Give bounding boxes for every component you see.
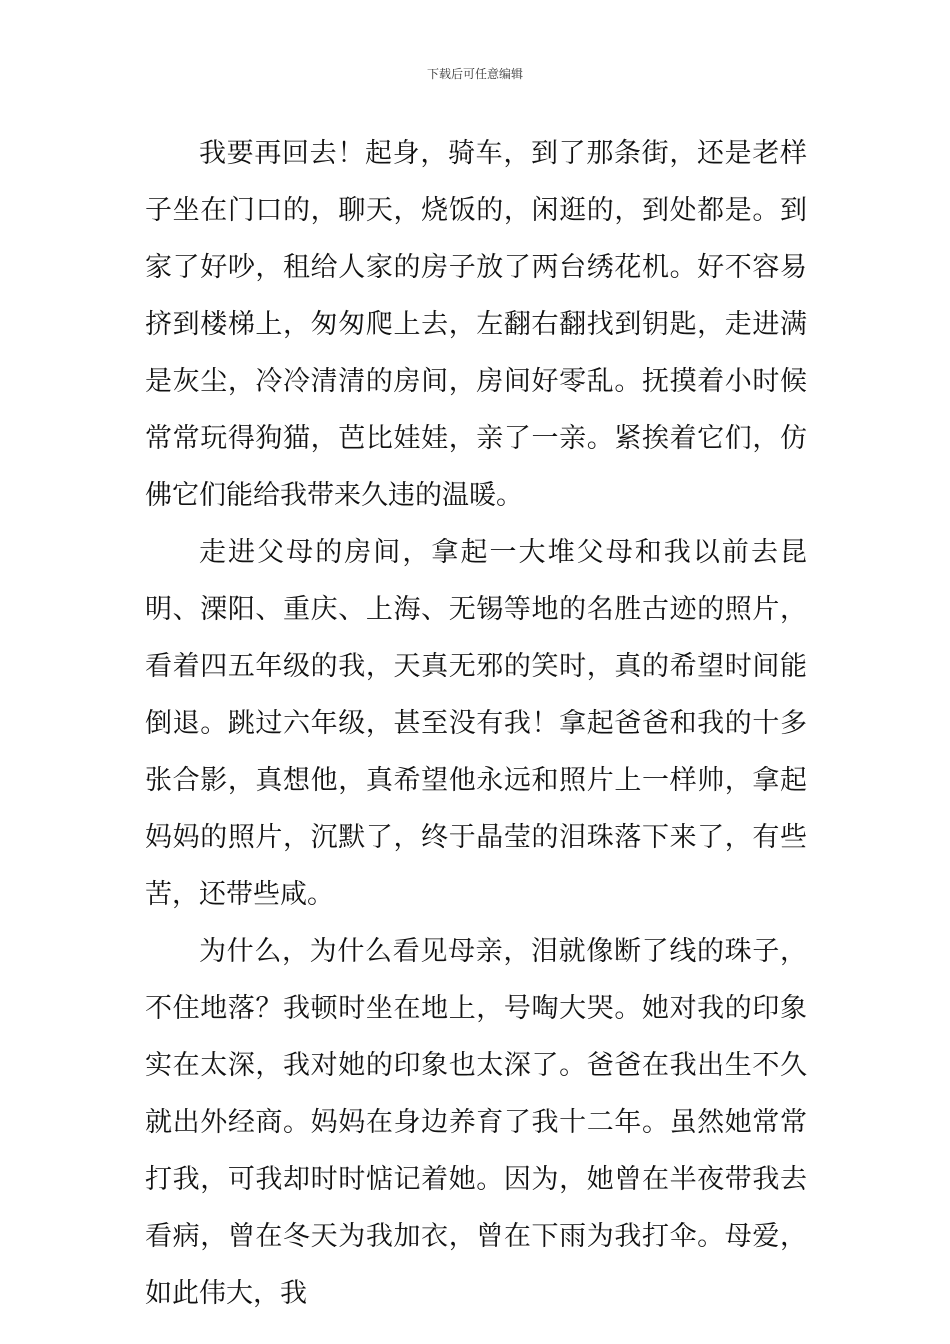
document-body (145, 125, 807, 1322)
header-note: 下载后可任意编辑 (426, 67, 523, 81)
paragraph-1: 我要再回去！起身，骑车，到了那条街，还是老样子坐在门口的，聊天，烧饭的，闲逛的，到处都是。到家了好吵，租给人家的房子放了两台绣花机。好不容易挤到楼梯上，匆匆爬上去，左翻右翻找到钥匙，走进满是灰尘，冷冷清清的房间，房间好零乱。抚摸着小时候常常玩得狗猫，芭比娃娃，亲了一亲。紧挨着它们，仿佛它们能给我带来久违的温暖。 (145, 138, 807, 511)
paragraph-3: 为什么，为什么看见母亲，泪就像断了线的珠子，不住地落？我顿时坐在地上，号啕大哭。她对我的印象实在太深，我对她的印象也太深了。爸爸在我出生不久就出外经商。妈妈在身边养育了我十二年。虽然她常常打我，可我却时时惦记着她。因为，她曾在半夜带我去看病，曾在冬天为我加衣，曾在下雨为我打伞。母爱，如此伟大，我 (145, 936, 807, 1309)
paragraph-2: 走进父母的房间，拿起一大堆父母和我以前去昆明、溧阳、重庆、上海、无锡等地的名胜古迹的照片，看着四五年级的我，天真无邪的笑时，真的希望时间能倒退。跳过六年级，甚至没有我！拿起爸爸和我的十多张合影，真想他，真希望他永远和照片上一样帅，拿起妈妈的照片，沉默了，终于晶莹的泪珠落下来了，有些苦，还带些咸。 (145, 537, 807, 910)
